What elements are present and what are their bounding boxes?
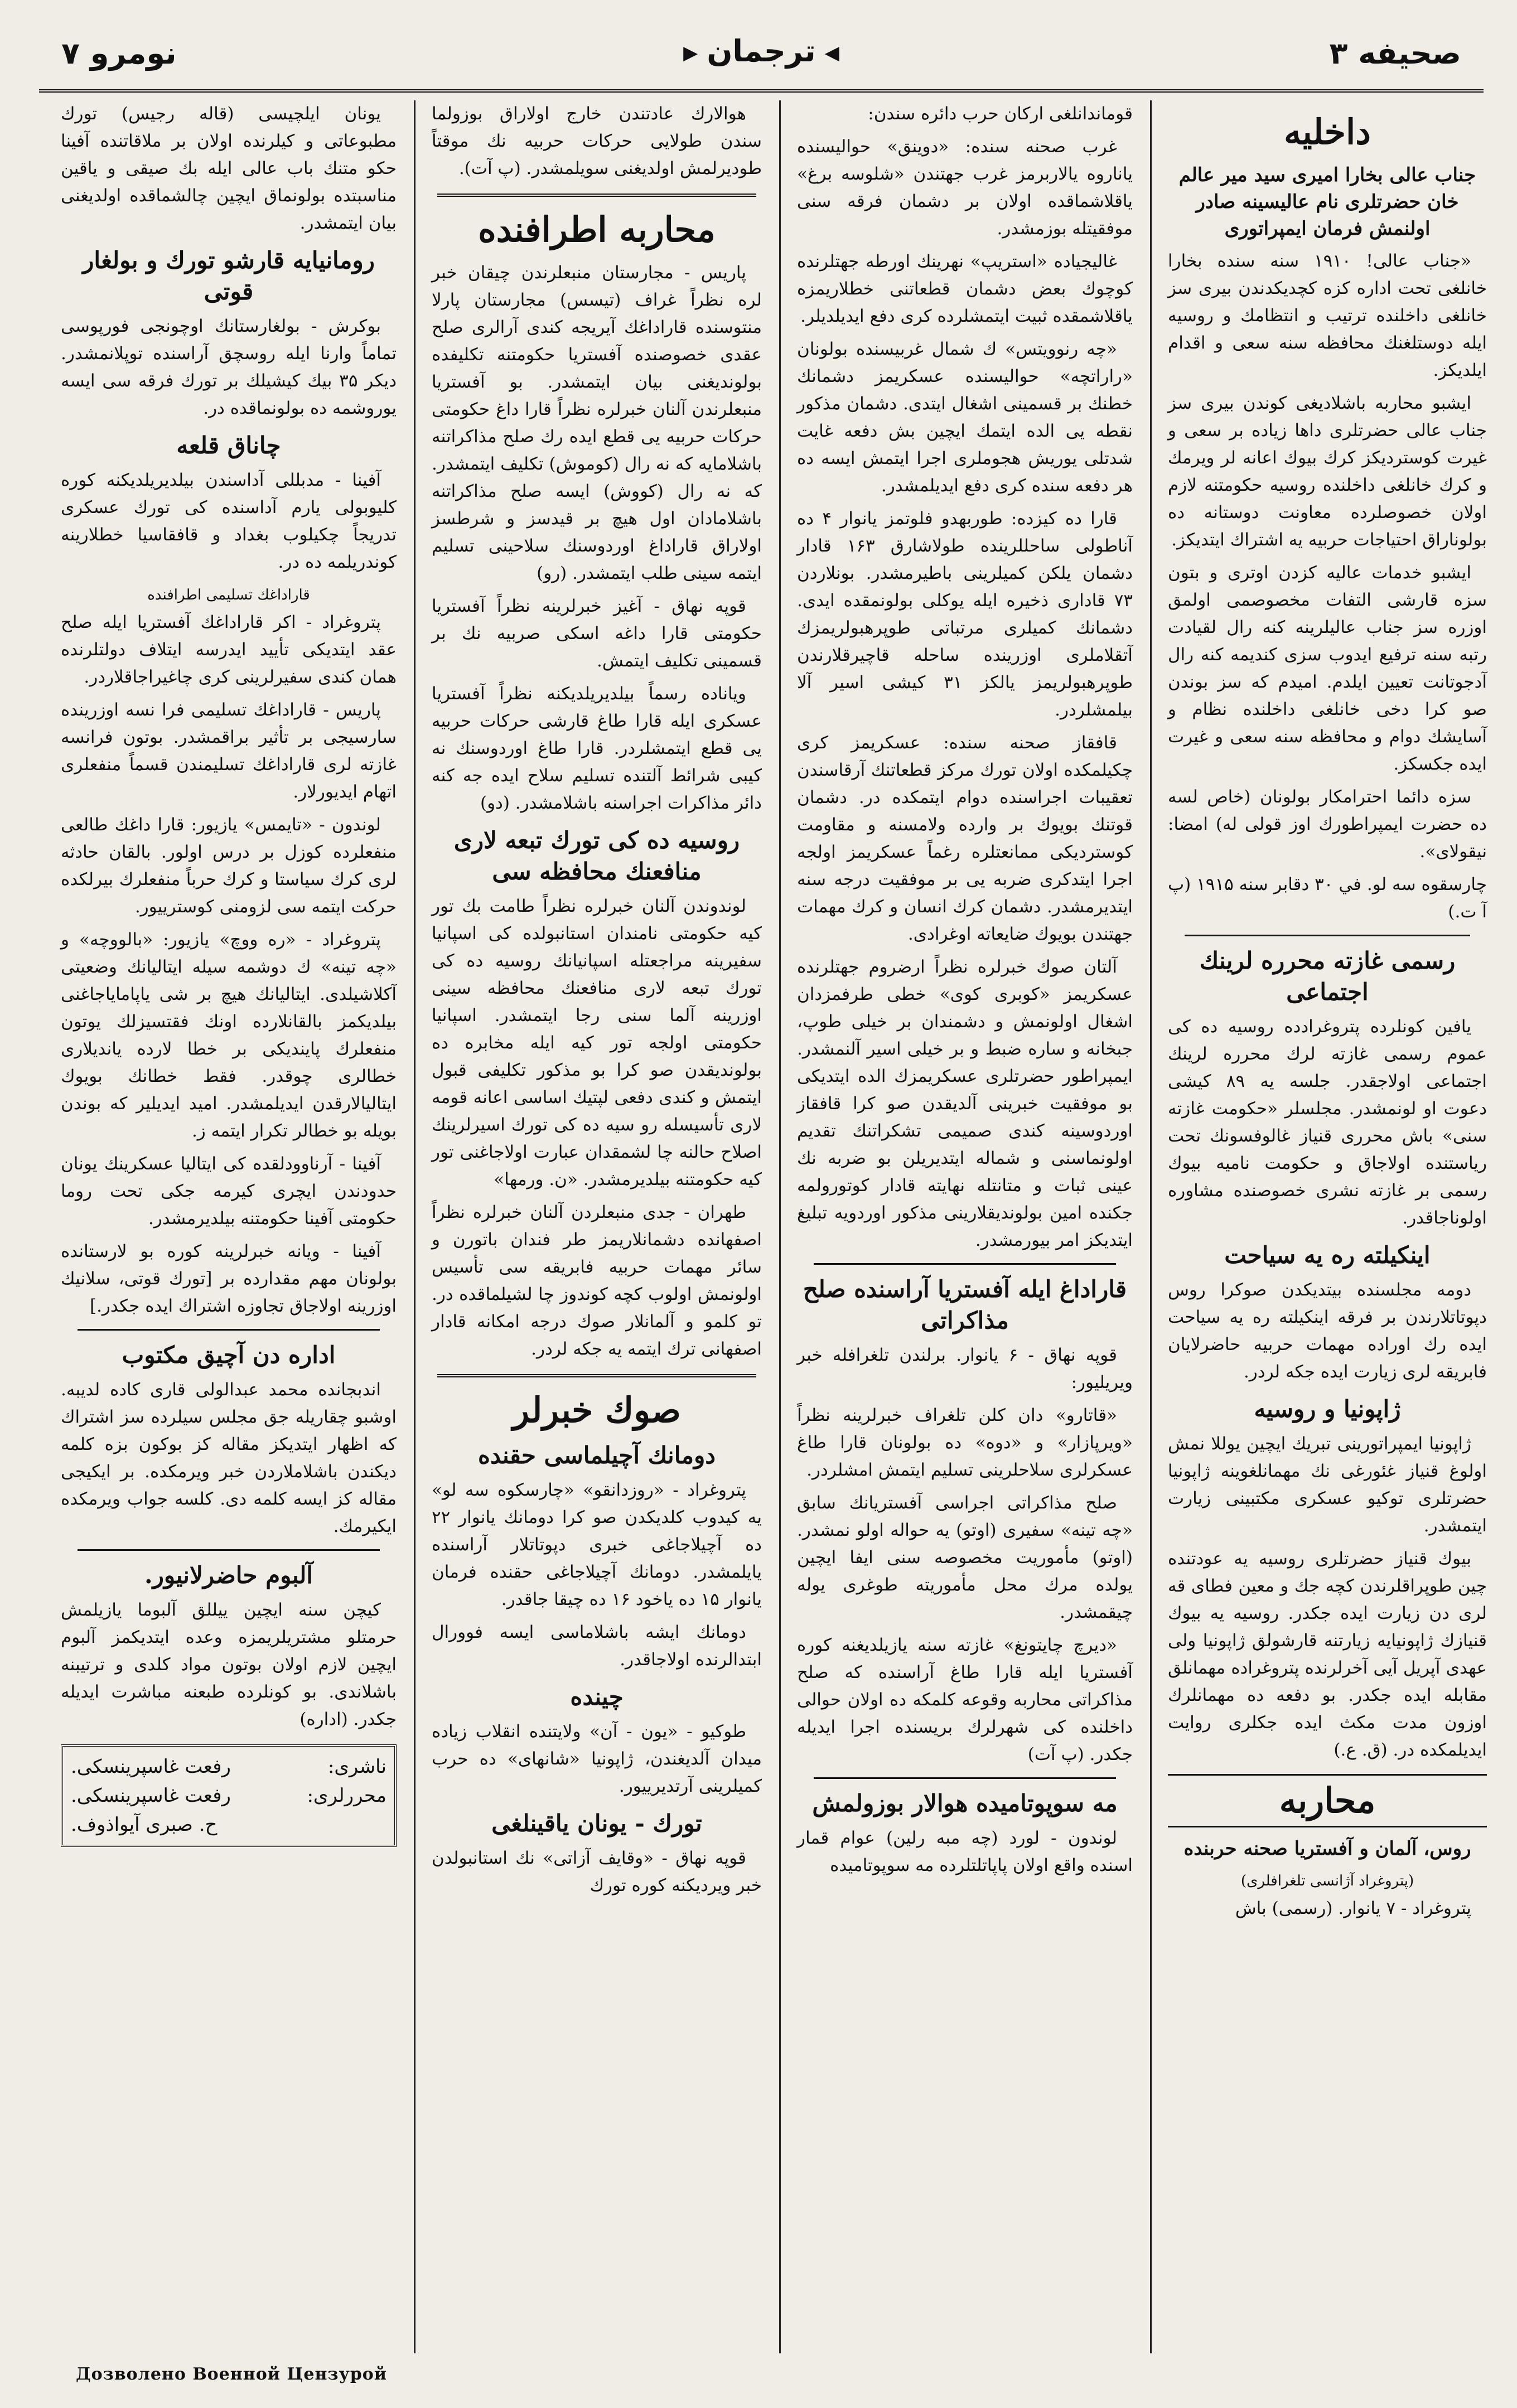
article-paragraph: يونان ايلچيسى (قاله رجيس) تورك مطبوعاتى و كيلرنده اولان بر ملاقاتنده آفينا حكو متنك باب عالى ايله بك صيقى و ياقين مناسبتده بولونماق ايچين چالشماقده اولديغنى بيان ايتمشدر.	[61, 104, 397, 233]
article-paragraph: آلتان صوك خبرلره نظراً ارضروم جهتلرنده عسكريمز «كوبرى كوى» خطى طرفمزدان اشغال اولونمش و دشمندان بر خيلى طوپ، جبخانه و ساره ضبط و بر خيلى اسير آلنمشدر. ايمپراطور حضرتلرى عسكريمزك الده ايتديكى بو موفقيت خبرينى آلديقدن صو كرا قافقاز اوردوسينه كندى صميمى تشكراتنك تقديم اولونماسنى و شماله ايتديريلن بو ضربه نك عينى ثبات و متانتله نهايته قادار كوتورولمه جكنده امين بولونديقلارينى مذكور اوردويه تبليغ ايتديكز امر بيورمشدر.	[797, 957, 1133, 1250]
article-paragraph: يافين كونلرده پتروغرادده روسيه ده كى عموم رسمى غازته لرك محرره لرينك اجتماعى اولاجقدر. جلسه يه ۸۹ كيشى دعوت او لونمشدر. مجلسلر «حكومت غازته سنى» باش محررى قنياز غالوفسونك تحت رياستنده اولاجاق و حكومت ناميه بيوك رسمى بر غازته نشرى خصوصنده مشاوره اولوناجاقدر.	[1168, 1017, 1487, 1228]
article-note: (پتروغراد آژانسى تلغرافلرى)	[1240, 1873, 1414, 1889]
divider	[814, 1263, 1116, 1265]
article-paragraph: «ديرچ چايتونغ» غازته سنه يازيلديغنه كوره آفستريا ايله قارا طاغ آراسنده كه صلح مذاكراتى محاربه وقوعه كلمكه ده اولان حوالى داخلنده كى شهرلرك بريسنده اجرا ايديله جكدر. (پ آت)	[797, 1635, 1133, 1764]
article-paragraph: لوندوندن آلنان خبرلره نظراً طامت بك تور كيه حكومتى نامندان استانبولده كى اسپانيا سفيرينه مراجعتله اسپانيانك روسيه ده كى تورك تبعه لارى منافعنك محافظه سينى اوزرينه آلما سنى رجا ايتمشدر. اسپانيا حكومتى اولجه تور كيه ايله مخابره ده بولونديقدن صو كرا بو مذكور تكليفى قبول ايتمش و كندى دفعى لپتيك اساسى اعانه قومه لارى تأسيسله رو سيه ده كى تورك اسيرلرينك اصلاح حالنه چا لشمقدان عبارت اولاجاغنى تور كيه حكومتنه بيلديرمشدر. «ن. ورمها»	[432, 896, 762, 1190]
article-paragraph: قافقاز صحنه سنده: عسكريمز كرى چكيلمكده اولان تورك مركز قطعاتنك آرقاسندن تعقيبات اجراسنده دوام ايتمكده در. دشمان قوتنك بويوك بر وارده ولامسنه و مقاومت كوسترديكى ممانعتلره رغماً عسكريمز اولجه اجرا ايتدكرى ضربه يى بر موفقيت درجه سنه ايتديرمشدر. دشمان كرك انسان و كرك مهمات جهتندن بويوك ضايعاته اوغرادى.	[797, 733, 1133, 944]
editors-row	[71, 1781, 387, 1810]
column-4	[53, 100, 404, 2353]
article-headline: رسمى غازته محرره لرينك اجتماعى	[1199, 947, 1456, 1005]
article-paragraph: قوپه نهاق - ۶ يانوار. برلندن تلغرافله خبر ويريليور:	[797, 1345, 1133, 1392]
divider	[78, 1329, 380, 1331]
article-paragraph: آفينا - آرناوودلقده كى ايتاليا عسكرينك يونان حدودندن ايچرى كيرمه جكى تحت روما حكومتى آفينا حكومتنه بيلديرمشدر.	[61, 1154, 397, 1229]
article-headline: تورك - يونان ياقينلغى	[491, 1810, 702, 1837]
article-paragraph: پتروغراد - ۷ يانوار. (رسمى) باش	[1235, 1898, 1471, 1918]
article-paragraph: پاريس - قاراداغك تسليمى فرا نسه اوزرينده سارسيجى بر تأثير براقمشدر. بوتون فرانسه غازته لرى قاراداغك تسليمندن قسماً منفعلرى اتهام ايديورلار.	[61, 700, 397, 802]
article-paragraph: كيچن سنه ايچين ييللق آلبوما يازيلمش حرمتلو مشتريلريمزه وعده ايتديكمز آلبوم ايچين لازم اولان بوتون مواد كلدى و ترتيبنه باشلاندى. بو كونلرده طبعنه مباشرت ايديله جكدر. (اداره)	[61, 1600, 397, 1729]
article-paragraph: غاليجياده «استريپ» نهرينك اورطه جهتلرنده كوچوك بعض دشمان قطعاتنى خطلاريمزه ياقلاشمقده ثبيت ايتمشلرده كرى دفع ايديلديلر.	[797, 252, 1133, 326]
article-paragraph: سزه دائما احترامكار بولونان (خاص لسه ده حضرت ايمپراطورك اوز قولى له) امضا: نيقولاى».	[1168, 787, 1487, 862]
article-paragraph: ژاپونيا ايمپراتورينى تبريك ايچين يوللا نمش اولوغ قنياز غئورغى نك مهمانلغوينه ژاپونيا حضرتلرى توكيو عسكرى مكتبينى زيارت ايتمشدر.	[1168, 1434, 1487, 1536]
article-paragraph: لوندون - «تايمس» يازيور: قارا داغك طالعى منفعلرده كوزل بر درس اولور. بالقان حادثه لرى كرك سياستا و كرك حرباً منفعلرك بيرلكده حركت ايتمه سى لزومنى كوسترييور.	[61, 815, 397, 917]
article-note: قاراداغك تسليمى اطرافنده	[147, 587, 310, 603]
article-headline: چينده	[570, 1683, 624, 1710]
article-paragraph: پتروغراد - اكر قاراداغك آفستريا ايله صلح عقد ايتديكى تأييد ايدرسه ايتلاف دولتلرنده همان كندى سفيرلرينى كرى چاغيراجاقلاردر.	[61, 612, 397, 687]
editors-label: محررلرى:	[307, 1785, 387, 1807]
article-paragraph: بيوك قنياز حضرتلرى روسيه يه عودتنده چين طوپراقلرندن كچه جك و معين فطاى قه لرى دن زيارت ايده جكدر. روسيه يه بيوك قنيازك ژاپونيايه زيارتنه قارشولق ژاپونيا ولى عهدى آپريل آيى آخرلرنده پتروغراده مهمانلق مقابله ايده جكدر. بو دفعه ده مهمانلرك اوزون مدت مكث ايده جكلرى روايت ايديلمكده در. (ق. ع.)	[1168, 1549, 1487, 1760]
column-divider	[1150, 100, 1152, 2353]
article-headline: قاراداغ ايله آفستريا آراسنده صلح مذاكراتى	[803, 1275, 1127, 1334]
issue-number-label: نومرو ۷	[61, 36, 177, 71]
article-headline: دومانك آچيلماسى حقنده	[477, 1442, 716, 1469]
editors-row	[71, 1810, 387, 1839]
editor-name: ح. صبرى آيواذوف.	[71, 1814, 218, 1836]
article-paragraph: اندبجانده محمد عبدالولى قارى كاده لديبه. اوشبو چقاريله جق مجلس سيلرده سز اشتراك كه اظهار ايتديكز مقاله كز بوكون بزه كلمه ديكندن باشلاملاردن خبر ويرمكده. بر ايكيجى مقاله كز ايسه كلمه دى. كلسه جواب ويرمكده ايكيرمك.	[61, 1380, 397, 1536]
article-headline: اداره دن آچيق مكتوب	[122, 1341, 336, 1369]
divider	[78, 1549, 380, 1551]
publisher-name: رفعت غاسپرينسكى.	[71, 1756, 231, 1778]
dateline: چارسقوه سه لو. في ۳۰ دقابر سنه ۱۹۱۵ (پ آ ت.)	[1168, 874, 1487, 922]
article-headline: آلبوم حاضرلانيور.	[144, 1561, 313, 1589]
editor-name: رفعت غاسپرينسكى.	[71, 1785, 231, 1807]
divider	[437, 194, 756, 197]
article-paragraph: لوندون - لورد (چه مبه رلين) عوام قمار اسنده واقع اولان پاپاتلتلرده مه سوپوتاميده	[797, 1828, 1133, 1875]
article-paragraph: وياناده رسماً بيلديريلديكنه نظراً آفستريا عسكرى ايله قارا طاغ قارشى حركات حربيه يى قطع ايتمشلردر. قارا طاغ اوردوسنك نه كيبى شرائط آلتنده تسليم سلاح ايده جه كنه دائر مذاكرات اجراسنه باشلامشدر. (دو)	[432, 684, 762, 813]
column-2	[789, 100, 1141, 2353]
article-headline: جناب عالى بخارا اميرى سيد مير عالم خان حضرتلرى نام عاليسينه صادر اولنمش فرمان ايمپراتورى	[1178, 164, 1476, 240]
article-paragraph: ايشبو خدمات عاليه كزدن اوترى و بتون سزه قارشى التفات مخصوصمى اولمق اوزره سز جناب عاليلرينه كنه رال لقيادت رتبه سنه ترفيع ايدوب سزى كنديمه كنه رال آدجوتانت تعيين ايلدم. اميدم كه سز بوندن صو كرا دخى خانلغى داخلنده نظام و آسايشك دوام و محافظه سنه سعى و غيرت ايده جكسكز.	[1168, 563, 1487, 774]
imprint-box	[61, 1744, 397, 1847]
page-number-label: صحيفه ۳	[1329, 36, 1461, 71]
divider	[437, 1374, 756, 1377]
article-paragraph: «چه رنوويتس» ك شمال غربيسنده بولونان «راراتچه» حواليسنده عسكريمز دشمانك خطنك بر قسمينى اشغال ايتدى. دشمان مذكور نقطه يى الده ايتمك ايچين بش دفعه غايت شدتلى يوريش هجوملرى اجرا ايتمش ايسه ده هر دفعه سنده كرى دفع ايديلمشدر.	[797, 339, 1133, 496]
article-paragraph: قوپه نهاق - آغيز خبرلرينه نظراً آفستريا حكومتى قارا داغه اسكى صربيه نك بر قسمينى تكليف ايتمش.	[432, 596, 762, 671]
paper-title: ◀ ترجمان ▶	[674, 33, 848, 69]
article-paragraph: دومه مجلسنده بيتديكدن صوكرا روس دپوتاتلارندن بر فرقه اينكيلته ره يه سياحت ايده رك اوراده مهمات حربيه حاضرلايان فابريقه لرى زيارت ايده جكه لردر.	[1168, 1280, 1487, 1382]
article-headline: روس، آلمان و آفستريا صحنه حربنده	[1183, 1838, 1471, 1860]
article-paragraph: دومانك ايشه باشلاماسى ايسه فوورال ابتدالرنده اولاجاقدر.	[432, 1622, 762, 1670]
article-paragraph: پاريس - مجارستان منبعلرندن چيقان خبر لره نظراً غراف (تيسس) مجارستان پارلا منتوسنده قاراداغك آيريجه كندى آرالرى صلح عقدى خصوصنده آفستريا حكومتنه تكليفده بولونديغنى بيان ايتمشدر. بو آفستريا منبعلرندن آلنان خبرلره نظراً قارا داغ حكومتى حركات حربيه يى قطع ايده رك صلح مذاكراتنه باشلامايه كه نه رال (كوموش) تكليف ايتمشدر. كه نه رال (كووش) ايسه صلح مذاكراتنه باشلامادان اول هيچ بر قيدسز و شرطسز اولاراق قاراداغ اوردوسنك سلاحينى تسليم ايتمه سينى طلب ايتمشدر. (رو)	[432, 263, 762, 583]
article-paragraph: «قاتارو» دان كلن تلغراف خبرلرينه نظراً «ويرپازار» و «دوه» ده بولونان قارا طاغ عسكرلرى سلاحلرينى تسليم ايتمش امشلردر.	[797, 1405, 1133, 1480]
article-headline: چاناق قلعه	[176, 432, 281, 459]
column-1	[1160, 100, 1495, 2353]
divider	[814, 1777, 1116, 1779]
publisher-label: ناشرى:	[327, 1756, 387, 1778]
article-paragraph: «جناب عالى! ۱۹۱۰ سنه سنده بخارا خانلغى تحت اداره كزه كچديكدندن بيرى سز خانلغى داخلنده ترتيب و انتظامك و روسيه ايله دوستلغنك محافظه سنه سعى و اقدام ايلديكز.	[1168, 251, 1487, 380]
divider	[1185, 935, 1470, 936]
article-paragraph: قوماندانلغى اركان حرب دائره سندن:	[868, 104, 1133, 124]
article-headline: ژاپونيا و روسيه	[1254, 1395, 1401, 1423]
section-title-internal: داخليه	[1284, 112, 1371, 152]
article-paragraph: پتروغراد - «روزدانقو» «چارسكوه سه لو» يه كيدوب كلديكدن صو كرا دومانك يانوار ۲۲ ده آچيلاجاغى خبرى دپوتاتلار آراسنده يايلمشدر. دومانك آچيلاجاغى حقنده فرمان يانوار ۱۵ ده ياخود ۱۶ ده چيقا جاقدر.	[432, 1480, 762, 1609]
censorship-notice: Дозволено Военной Цензурой	[75, 2365, 388, 2384]
article-paragraph: طوكيو - «يون - آن» ولايتنده انقلاب زياده ميدان آلديغندن، ژاپونيا «شانهاى» ده حرب كميلرينى آرتديرييور.	[432, 1722, 762, 1796]
article-headline: اينكيلته ره يه سياحت	[1224, 1241, 1431, 1269]
article-paragraph: بوكرش - بولغارستانك اوچونجى فورپوسى تماماً وارنا ايله روسچق آراسنده توپلانمشدر. ديكر ۳۵ بيك كيشيلك بر تورك فرقه سى ايسه يوروشمه ده بولونماقده در.	[61, 316, 397, 418]
article-paragraph: طهران - جدى منبعلردن آلنان خبرلره نظراً اصفهانده دشمانلاريمز طر فندان باتورن و سائر مهمات حربيه فابريقه سى تأسيس اولونمش اولوب كچه كوندوز چا لشيلماقده در. تو كلمو و آلمانلار صوك درجه امكانه قادار اصفهانى ترك ايتمه يه جكه لردر.	[432, 1202, 762, 1359]
article-paragraph: قارا ده كيزده: طوربهدو فلوتمز يانوار ۴ ده آناطولى ساحللرينده طولاشارق ۱۶۳ قادار دشمان يلكن كميلرينى باطيرمشدر. بونلاردن ۷۳ قادارى ذخيره ايله يوكلى بولونمقده ايدى. دشمانك كميلرى مرتباتى طوپرهبولريمزك آتقلاملرى اوزرينده ساحله قاچيرقلارندن طوپرهبولريمز يالكز ۳۱ كيشى اسير آلا بيلمشلردر.	[797, 509, 1133, 720]
masthead-strip	[39, 22, 1484, 93]
article-paragraph: هوالارك عادتندن خارج اولاراق بوزولما سندن طولايى حركات حربيه نك موقتاً طوديرلمش اولديغنى سويلمشدر. (پ آت).	[432, 104, 762, 178]
article-headline: مه سوپوتاميده هوالار بوزولمش	[812, 1790, 1118, 1817]
article-headline: رومانيايه قارشو تورك و بولغار قوتى	[83, 246, 375, 305]
column-3	[424, 100, 770, 2353]
section-title-around-war: محاربه اطرافنده	[478, 209, 716, 250]
column-divider	[414, 100, 416, 2353]
column-divider	[779, 100, 781, 2353]
article-paragraph: آفينا - مدبللى آداسندن بيلديريلديكنه كوره كليوبولى يارم آداسنده كى تورك عسكرى تدريجاً چكيلوب بغداد و قافقاسيا خطلارينه كوندريلمه ده در.	[61, 470, 397, 572]
article-paragraph: ايشبو محاربه باشلاديغى كوندن بيرى سز جناب عالى حضرتلرى داها زياده بر سعى و غيرت كوسترديكز كرك بيوك اعانه لر ويرمك و كرك خانلغى داخلنده روسيه حكومتنه لازم اولان خصوصلرده معاونت دوستانه ده بولوناراق احتياجات حربيه يه اشتراك ايتديكز.	[1168, 393, 1487, 550]
section-title-latest-news: صوك خبرلر	[513, 1390, 681, 1430]
article-paragraph: غرب صحنه سنده: «دوينق» حواليسنده ياناروه يالاربرمز غرب جهتندن «شلوسه برغ» ياقلاشماقده اولان بر دشمان فرقه سنى موفقيتله بوزمشدر.	[797, 137, 1133, 239]
article-paragraph: پتروغراد - «ره ووچ» يازيور: «بالووچه» و «چه تينه» ك دوشمه سيله ايتاليانك وضعيتى آكلاشيلدى. ايتاليانك هيچ بر شى ياپاماياجاغنى بيلديكمز بالقانلارده اونك فقتسيزلك يوتون منفعلرك پاينديكى بر خطا لارده يانديلارى خطالرى چوقدر. فقط خطانك بويوك ايتاليالارقدن ايديلمشدر. اميد ايديلير كه بوندن بويله بو خطالر تكرار ايتمه ز.	[61, 930, 397, 1141]
article-paragraph: آفينا - ويانه خبرلرينه كوره بو لارستانده بولونان مهم مقدارده بر [تورك قوتى، سلانيك اوزرينه اولاجاق تجاوزه اشتراك ايده جكدر.]	[61, 1241, 397, 1316]
publisher-row	[71, 1752, 387, 1781]
section-title-war: محاربه	[1168, 1774, 1487, 1827]
article-paragraph: قوپه نهاق - «وقايف آزاتى» نك استانبولدن خبر ويرديكنه كوره تورك	[432, 1848, 762, 1896]
article-paragraph: صلح مذاكراتى اجراسى آفستريانك سابق «چه تينه» سفيرى (اوتو) يه حواله اولو نمشدر. (اوتو) مأموريت مخصوصه سنى ايفا ايچين يولده مرك محل مأموريته طوغرى يوله چيقمشدر.	[797, 1493, 1133, 1622]
article-headline: روسيه ده كى تورك تبعه لارى منافعنك محافظه سى	[453, 826, 740, 885]
